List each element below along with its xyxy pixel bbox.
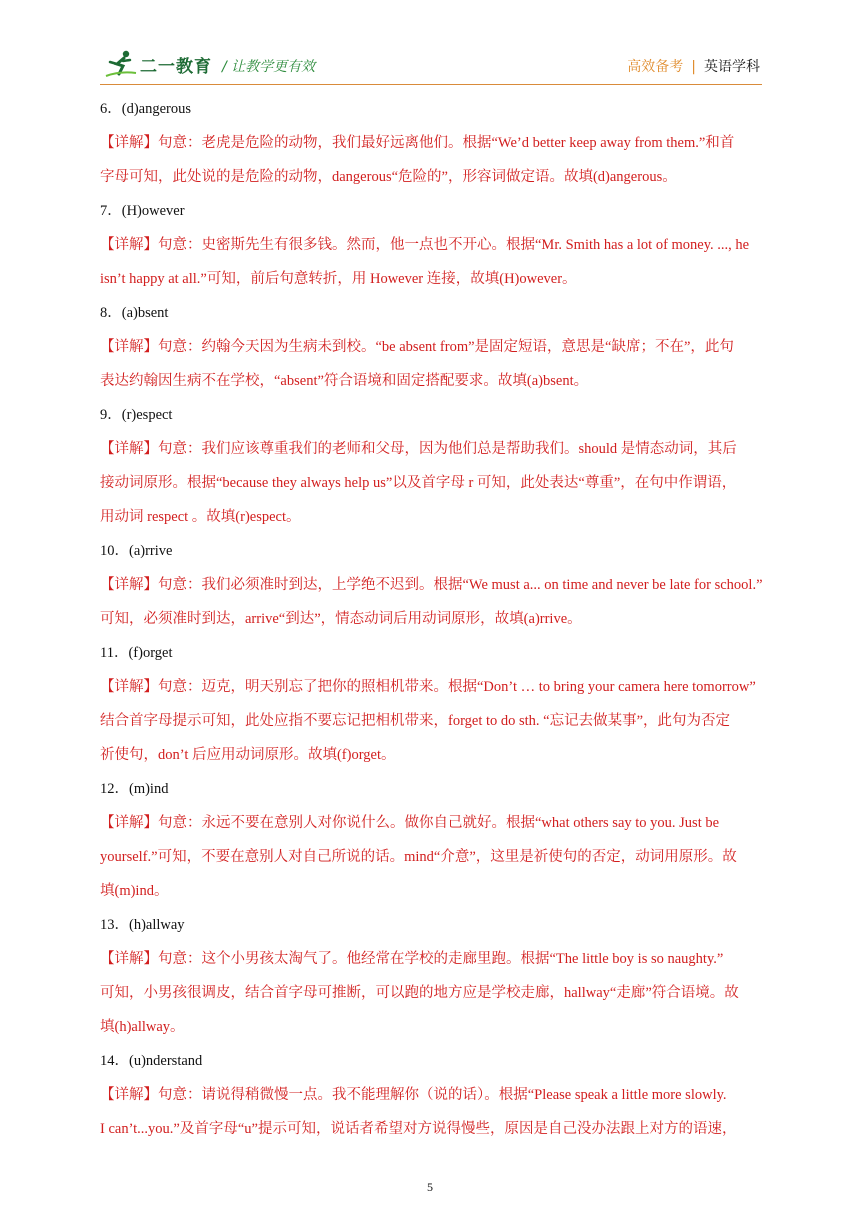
page-header <box>100 46 760 86</box>
explanation-line: yourself.”可知，不要在意别人对自己所说的话。mind“介意”，这里是祈使句的否定，动词用原形。故 <box>100 849 737 865</box>
header-right <box>627 56 760 76</box>
explanation-line: 填(h)allway。 <box>100 1019 185 1035</box>
explanation-line: 可知，必须准时到达，arrive“到达”，情态动词后用动词原形，故填(a)rrive。 <box>100 611 582 627</box>
answer-item: 12．(m)ind <box>100 781 169 797</box>
explanation-line: 用动词 respect 。故填(r)espect。 <box>100 509 301 525</box>
header-tag-exam: 高效备考 <box>627 59 684 75</box>
logo <box>104 48 212 80</box>
answer-item: 9．(r)espect <box>100 407 173 423</box>
explanation-line: isn’t happy at all.”可知，前后句意转折，用 However 连接，故填(H)owever。 <box>100 271 577 287</box>
explanation-line: 【详解】句意：请说得稍微慢一点。我不能理解你（说的话）。根据“Please speak a little more slowly. <box>100 1087 727 1103</box>
logo-text: 二一教育 <box>140 56 212 77</box>
header-rule <box>100 84 762 85</box>
explanation-line: 接动词原形。根据“because they always help us”以及首字母 r 可知，此处表达“尊重”，在句中作谓语， <box>100 475 737 491</box>
explanation-line: 【详解】句意：老虎是危险的动物，我们最好远离他们。根据“We’d better keep away from them.”和首 <box>100 135 735 151</box>
slogan: / 让教学更有效 <box>222 59 316 75</box>
explanation-line: 【详解】句意：永远不要在意别人对你说什么。做你自己就好。根据“what others say to you. Just be <box>100 815 720 831</box>
runner-logo-icon <box>104 49 138 79</box>
explanation-line: 【详解】句意：这个小男孩太淘气了。他经常在学校的走廊里跑。根据“The little boy is so naughty.” <box>100 951 724 967</box>
answer-item: 13．(h)allway <box>100 917 185 933</box>
explanation-line: 填(m)ind。 <box>100 883 169 899</box>
explanation-line: 【详解】句意：约翰今天因为生病未到校。“be absent from”是固定短语，意思是“缺席；不在”，此句 <box>100 339 734 355</box>
answer-content <box>100 92 764 1146</box>
header-tag-subject: 英语学科 <box>704 59 760 75</box>
answer-item: 6．(d)angerous <box>100 101 192 117</box>
explanation-line: I can’t...you.”及首字母“u”提示可知，说话者希望对方说得慢些，原因是自己没办法跟上对方的语速， <box>100 1121 737 1137</box>
header-separator: | <box>691 59 696 75</box>
explanation-line: 表达约翰因生病不在学校，“absent”符合语境和固定搭配要求。故填(a)bsent。 <box>100 373 589 389</box>
answer-item: 8．(a)bsent <box>100 305 169 321</box>
answer-item: 14．(u)nderstand <box>100 1053 203 1069</box>
answer-item: 7．(H)owever <box>100 203 185 219</box>
explanation-line: 【详解】句意：迈克，明天别忘了把你的照相机带来。根据“Don’t … to bring your camera here tomorrow” <box>100 679 756 695</box>
explanation-line: 字母可知，此处说的是危险的动物，dangerous“危险的”，形容词做定语。故填(d)angerous。 <box>100 169 677 185</box>
page-number: 5 <box>427 1180 433 1194</box>
explanation-line: 【详解】句意：我们必须准时到达，上学绝不迟到。根据“We must a... on time and never be late for school.” <box>100 577 763 593</box>
answer-item: 11．(f)orget <box>100 645 173 661</box>
explanation-line: 【详解】句意：史密斯先生有很多钱。然而，他一点也不开心。根据“Mr. Smith has a lot of money. ..., he <box>100 237 750 253</box>
explanation-line: 可知，小男孩很调皮，结合首字母可推断，可以跑的地方应是学校走廊，hallway“走廊”符合语境。故 <box>100 985 739 1001</box>
explanation-line: 结合首字母提示可知，此处应指不要忘记把相机带来，forget to do sth. “忘记去做某事”，此句为否定 <box>100 713 731 729</box>
answer-item: 10．(a)rrive <box>100 543 173 559</box>
explanation-line: 【详解】句意：我们应该尊重我们的老师和父母，因为他们总是帮助我们。should 是情态动词，其后 <box>100 441 737 457</box>
explanation-line: 祈使句，don’t 后应用动词原形。故填(f)orget。 <box>100 747 396 763</box>
